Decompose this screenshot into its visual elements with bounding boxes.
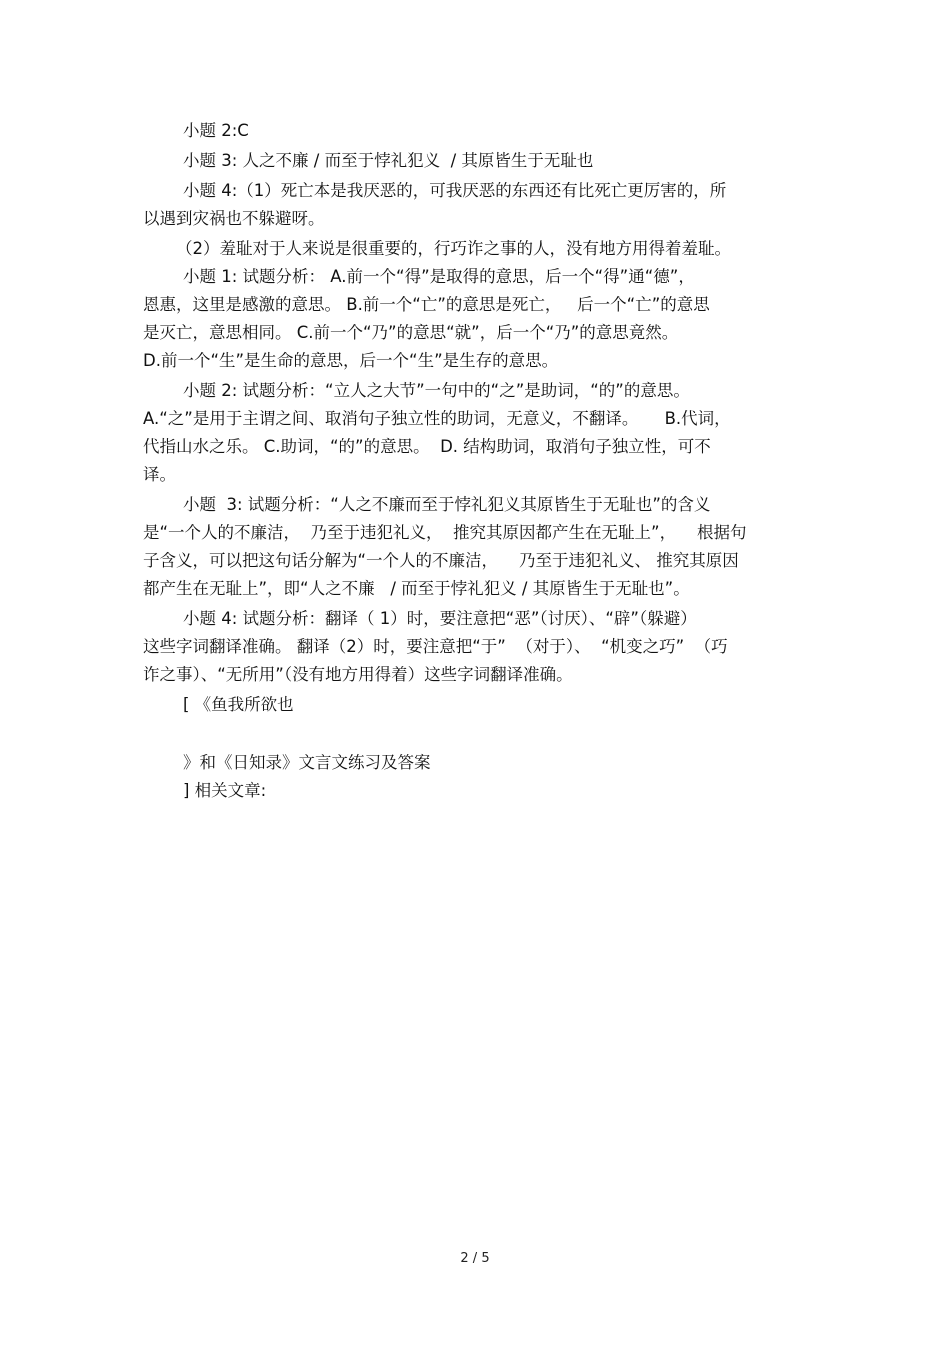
analysis-q2-line4: 译。 — [143, 465, 176, 484]
analysis-q3-line3: 子含义，可以把这句话分解为“一个人的不廉洁， 乃至于违犯礼义、 推究其原因 — [143, 551, 739, 570]
answer-q4-part1: 小题 4:（1）死亡本是我厌恶的，可我厌恶的东西还有比死亡更厉害的，所 — [183, 181, 727, 200]
analysis-q4: 小题 4: 试题分析：翻译（ 1）时，要注意把“恶”（讨厌）、“辟”（躲避） — [183, 609, 697, 628]
analysis-q3-line4: 都产生在无耻上”，即“人之不廉 / 而至于悖礼犯义 / 其原皆生于无耻也”。 — [143, 579, 690, 598]
related-title-part1: [ 《鱼我所欲也 — [183, 695, 294, 714]
answer-q4-part2: （2）羞耻对于人来说是很重要的，行巧诈之事的人，没有地方用得着羞耻。 — [176, 239, 731, 258]
analysis-q1: 小题 1: 试题分析： A.前一个“得”是取得的意思，后一个“得”通“德”， — [183, 267, 695, 286]
analysis-q4-line3: 诈之事）、“无所用”（没有地方用得着）这些字词翻译准确。 — [143, 665, 573, 684]
analysis-q3-line2: 是“一个人的不廉洁， 乃至于违犯礼义， 推究其原因都产生在无耻上”， 根据句 — [143, 523, 747, 542]
related-articles-label: ] 相关文章: — [183, 781, 267, 800]
analysis-q4-line2: 这些字词翻译准确。 翻译（2）时，要注意把“于” （对于）、 “机变之巧” （巧 — [143, 637, 728, 656]
answer-q4-part1-cont: 以遇到灾祸也不躲避呀。 — [143, 209, 325, 228]
analysis-q2-line3: 代指山水之乐。 C.助词，“的”的意思。 D. 结构助词，取消句子独立性，可不 — [143, 437, 711, 456]
page-number: 2 / 5 — [460, 1251, 490, 1266]
analysis-q1-line2: 恩惠，这里是感激的意思。 B.前一个“亡”的意思是死亡， 后一个“亡”的意思 — [143, 295, 710, 314]
analysis-q3: 小题 3: 试题分析：“人之不廉而至于悖礼犯义其原皆生于无耻也”的含义 — [183, 495, 711, 514]
answer-q3: 小题 3: 人之不廉 / 而至于悖礼犯义 / 其原皆生于无耻也 — [183, 151, 594, 170]
analysis-q2-line2: A.“之”是用于主谓之间、取消句子独立性的助词，无意义，不翻译。 B.代词， — [143, 409, 731, 428]
analysis-q2: 小题 2: 试题分析：“立人之大节”一句中的“之”是助词，“的”的意思。 — [183, 381, 690, 400]
analysis-q1-line3: 是灭亡，意思相同。 C.前一个“乃”的意思“就”，后一个“乃”的意思竟然。 — [143, 323, 679, 342]
analysis-q1-line4: D.前一个“生”是生命的意思，后一个“生”是生存的意思。 — [143, 351, 559, 370]
related-title-part2: 》和《日知录》文言文练习及答案 — [183, 753, 431, 772]
answer-q2: 小题 2:C — [183, 121, 249, 140]
